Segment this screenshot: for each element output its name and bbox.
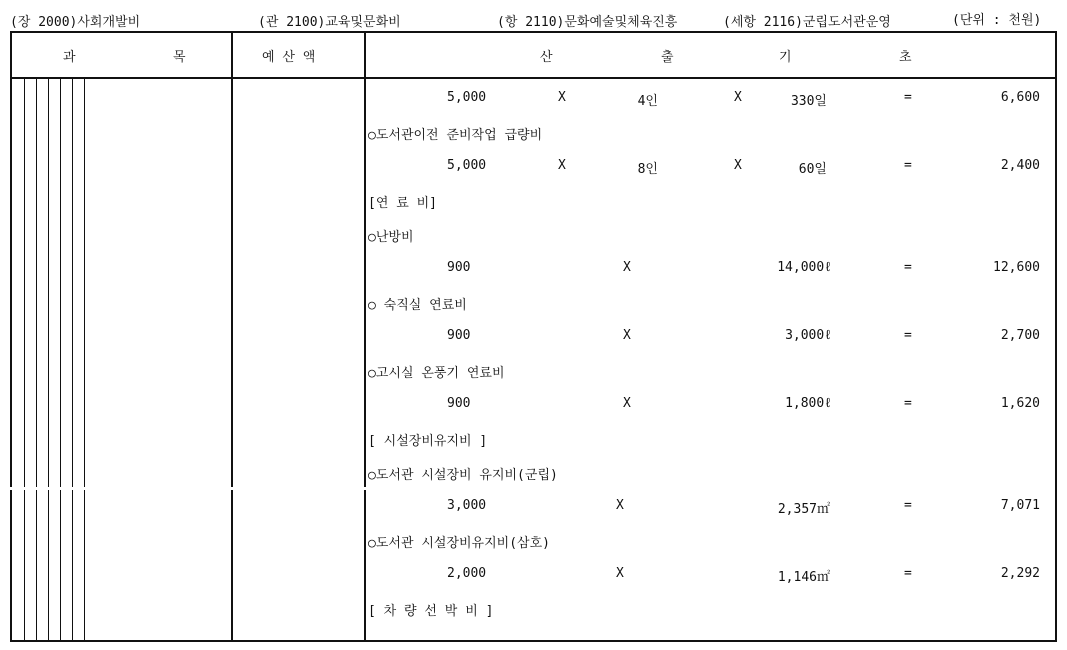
quantity: 8인	[637, 162, 658, 177]
unit-price: 900	[447, 396, 471, 411]
item-text: ○도서관이전 준비작업 급량비	[368, 128, 543, 143]
column-header-basis-1: 산	[540, 50, 553, 65]
multiply-sign: X	[623, 396, 631, 411]
basis-item	[366, 362, 1056, 382]
equals-sign: =	[904, 260, 912, 275]
multiply-sign: X	[623, 260, 631, 275]
amount: 6,600	[1000, 90, 1040, 105]
subject-level-line	[36, 79, 37, 640]
subject-level-line	[60, 79, 61, 640]
multiply-sign: X	[616, 566, 624, 581]
unit-price: 5,000	[447, 158, 487, 173]
amount: 2,700	[1000, 328, 1040, 343]
subject-level-line	[48, 79, 49, 640]
multiply-sign: X	[734, 90, 742, 105]
column-header-basis-4: 초	[899, 50, 912, 65]
equals-sign: =	[904, 328, 912, 343]
basis-row	[366, 566, 1056, 586]
equals-sign: =	[904, 90, 912, 105]
amount: 7,071	[1000, 498, 1040, 513]
basis-section	[366, 600, 1056, 620]
table-header-border	[10, 77, 1057, 79]
multiply-sign: X	[616, 498, 624, 513]
subject-level-line	[84, 79, 85, 640]
column-header-budget: 예 산 액	[262, 50, 316, 65]
basis-item	[366, 532, 1056, 552]
unit-price: 900	[447, 260, 471, 275]
unit-price: 3,000	[447, 498, 487, 513]
item-text: ○도서관 시설장비유지비(삼호)	[368, 536, 551, 551]
basis-item	[366, 464, 1056, 484]
days: 330일	[790, 94, 827, 109]
basis-row	[366, 260, 1056, 280]
days: 60일	[798, 162, 827, 177]
column-header-basis-2: 출	[661, 50, 674, 65]
header-gwan: (관 2100)교육및문화비	[258, 15, 401, 30]
multiply-sign: X	[558, 158, 566, 173]
item-text: ○도서관 시설장비 유지비(군립)	[368, 468, 558, 483]
page-break-gap	[8, 487, 236, 490]
item-text: ○난방비	[368, 230, 414, 245]
quantity: 2,357㎡	[777, 502, 830, 517]
column-header-subject-2: 목	[173, 50, 186, 65]
header-unit: (단위 : 천원)	[952, 13, 1042, 28]
item-text: ○고시실 온풍기 연료비	[368, 366, 505, 381]
basis-item	[366, 124, 1056, 144]
section-title: [연 료 비]	[368, 196, 437, 211]
basis-row	[366, 158, 1056, 178]
item-text: ○ 숙직실 연료비	[368, 298, 467, 313]
column-header-basis-3: 기	[779, 50, 792, 65]
unit-price: 900	[447, 328, 471, 343]
equals-sign: =	[904, 498, 912, 513]
basis-section	[366, 430, 1056, 450]
table-left-border	[10, 31, 12, 642]
unit-price: 5,000	[447, 90, 487, 105]
quantity: 1,146㎡	[777, 570, 830, 585]
basis-row	[366, 328, 1056, 348]
unit-price: 2,000	[447, 566, 487, 581]
quantity: 4인	[637, 94, 658, 109]
multiply-sign: X	[623, 328, 631, 343]
basis-item	[366, 294, 1056, 314]
section-title: [ 차 량 선 박 비 ]	[368, 604, 494, 619]
subject-level-line	[72, 79, 73, 640]
equals-sign: =	[904, 158, 912, 173]
section-title: [ 시설장비유지비 ]	[368, 434, 488, 449]
multiply-sign: X	[734, 158, 742, 173]
header-sehang: (세항 2116)군립도서관운영	[723, 15, 891, 30]
equals-sign: =	[904, 396, 912, 411]
header-hang: (항 2110)문화예술및체육진흥	[497, 15, 678, 30]
basis-section	[366, 192, 1056, 212]
quantity: 3,000ℓ	[785, 328, 832, 343]
header-jang: (장 2000)사회개발비	[10, 15, 141, 30]
basis-row	[366, 498, 1056, 518]
multiply-sign: X	[558, 90, 566, 105]
amount: 12,600	[993, 260, 1040, 275]
table-top-border	[10, 31, 1057, 33]
quantity: 1,800ℓ	[785, 396, 832, 411]
equals-sign: =	[904, 566, 912, 581]
page-break-gap	[362, 487, 368, 490]
amount: 2,400	[1000, 158, 1040, 173]
basis-row	[366, 90, 1056, 110]
quantity: 14,000ℓ	[777, 260, 832, 275]
amount: 2,292	[1000, 566, 1040, 581]
basis-row	[366, 396, 1056, 416]
column-header-subject-1: 과	[63, 50, 76, 65]
subject-budget-divider	[231, 31, 233, 642]
basis-item	[366, 226, 1056, 246]
subject-level-line	[24, 79, 25, 640]
amount: 1,620	[1000, 396, 1040, 411]
table-bottom-border	[10, 640, 1057, 642]
